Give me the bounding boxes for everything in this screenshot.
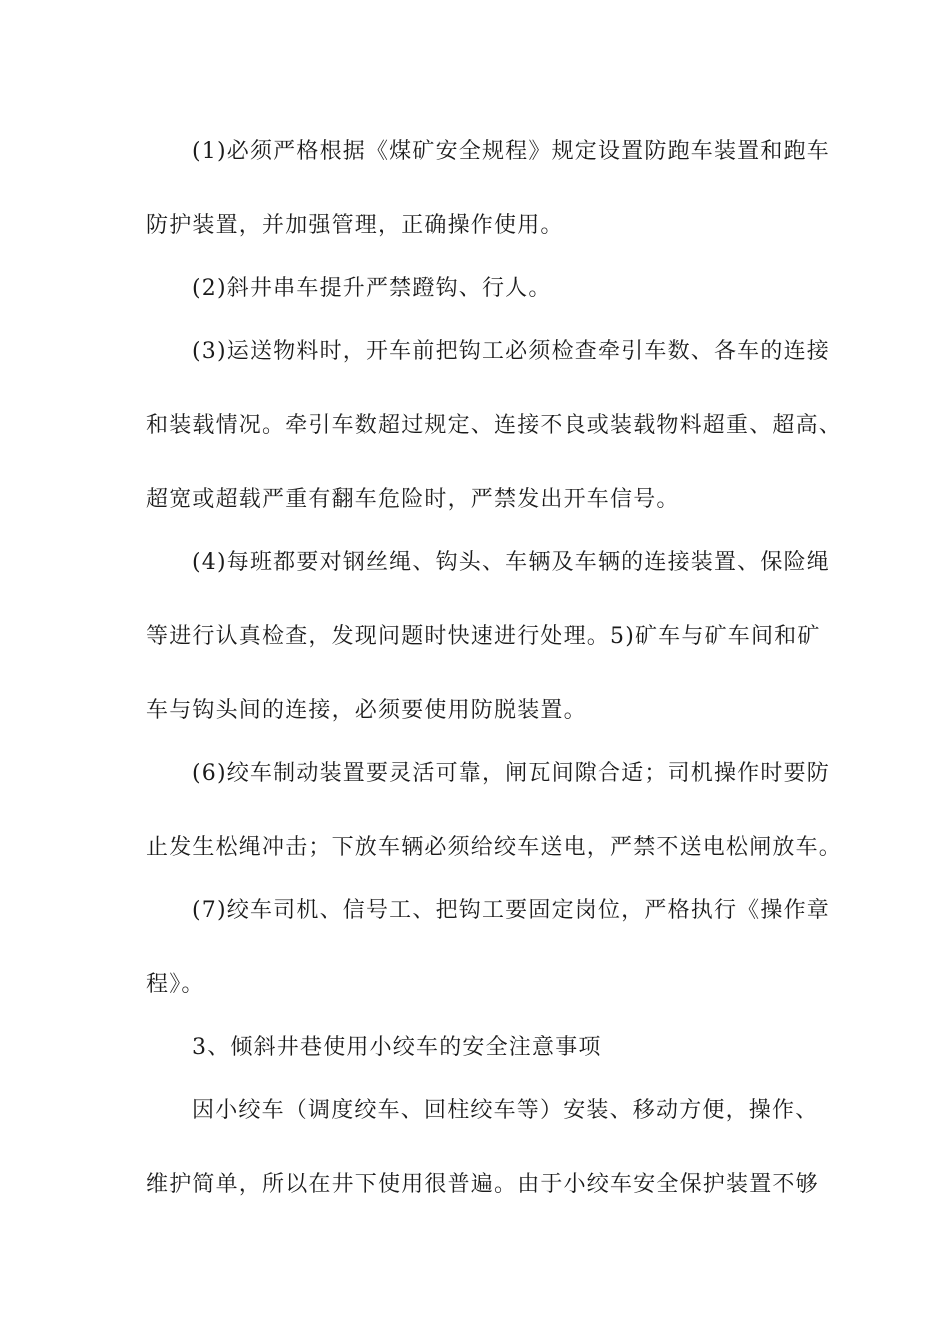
paragraph-line: (4)每班都要对钢丝绳、钩头、车辆及车辆的连接装置、保险绳 <box>192 550 830 575</box>
paragraph-line: 超宽或超载严重有翻车危险时，严禁发出开车信号。 <box>146 487 680 512</box>
paragraph-line: 程》。 <box>146 972 205 997</box>
paragraph-line: 因小绞车（调度绞车、回柱绞车等）安装、移动方便，操作、 <box>192 1098 819 1123</box>
paragraph-line: (2)斜井串车提升严禁蹬钩、行人。 <box>192 276 552 301</box>
paragraph-line: (6)绞车制动装置要灵活可靠，闸瓦间隙合适；司机操作时要防 <box>192 761 830 786</box>
paragraph-line: 维护简单，所以在井下使用很普遍。由于小绞车安全保护装置不够 <box>146 1172 819 1197</box>
paragraph-line: (7)绞车司机、信号工、把钩工要固定岗位，严格执行《操作章 <box>192 898 830 923</box>
paragraph-line: 和装载情况。牵引车数超过规定、连接不良或装载物料超重、超高、 <box>146 413 843 438</box>
paragraph-line: 等进行认真检查，发现问题时快速进行处理。5)矿车与矿车间和矿 <box>146 624 821 649</box>
section-heading: 3、倾斜井巷使用小绞车的安全注意事项 <box>192 1035 602 1060</box>
paragraph-line: 止发生松绳冲击；下放车辆必须给绞车送电，严禁不送电松闸放车。 <box>146 835 843 860</box>
paragraph-line: 防护装置，并加强管理，正确操作使用。 <box>146 213 564 238</box>
paragraph-line: 车与钩头间的连接，必须要使用防脱装置。 <box>146 698 587 723</box>
paragraph-line: (1)必须严格根据《煤矿安全规程》规定设置防跑车装置和跑车 <box>192 139 830 164</box>
paragraph-line: (3)运送物料时，开车前把钩工必须检查牵引车数、各车的连接 <box>192 339 830 364</box>
